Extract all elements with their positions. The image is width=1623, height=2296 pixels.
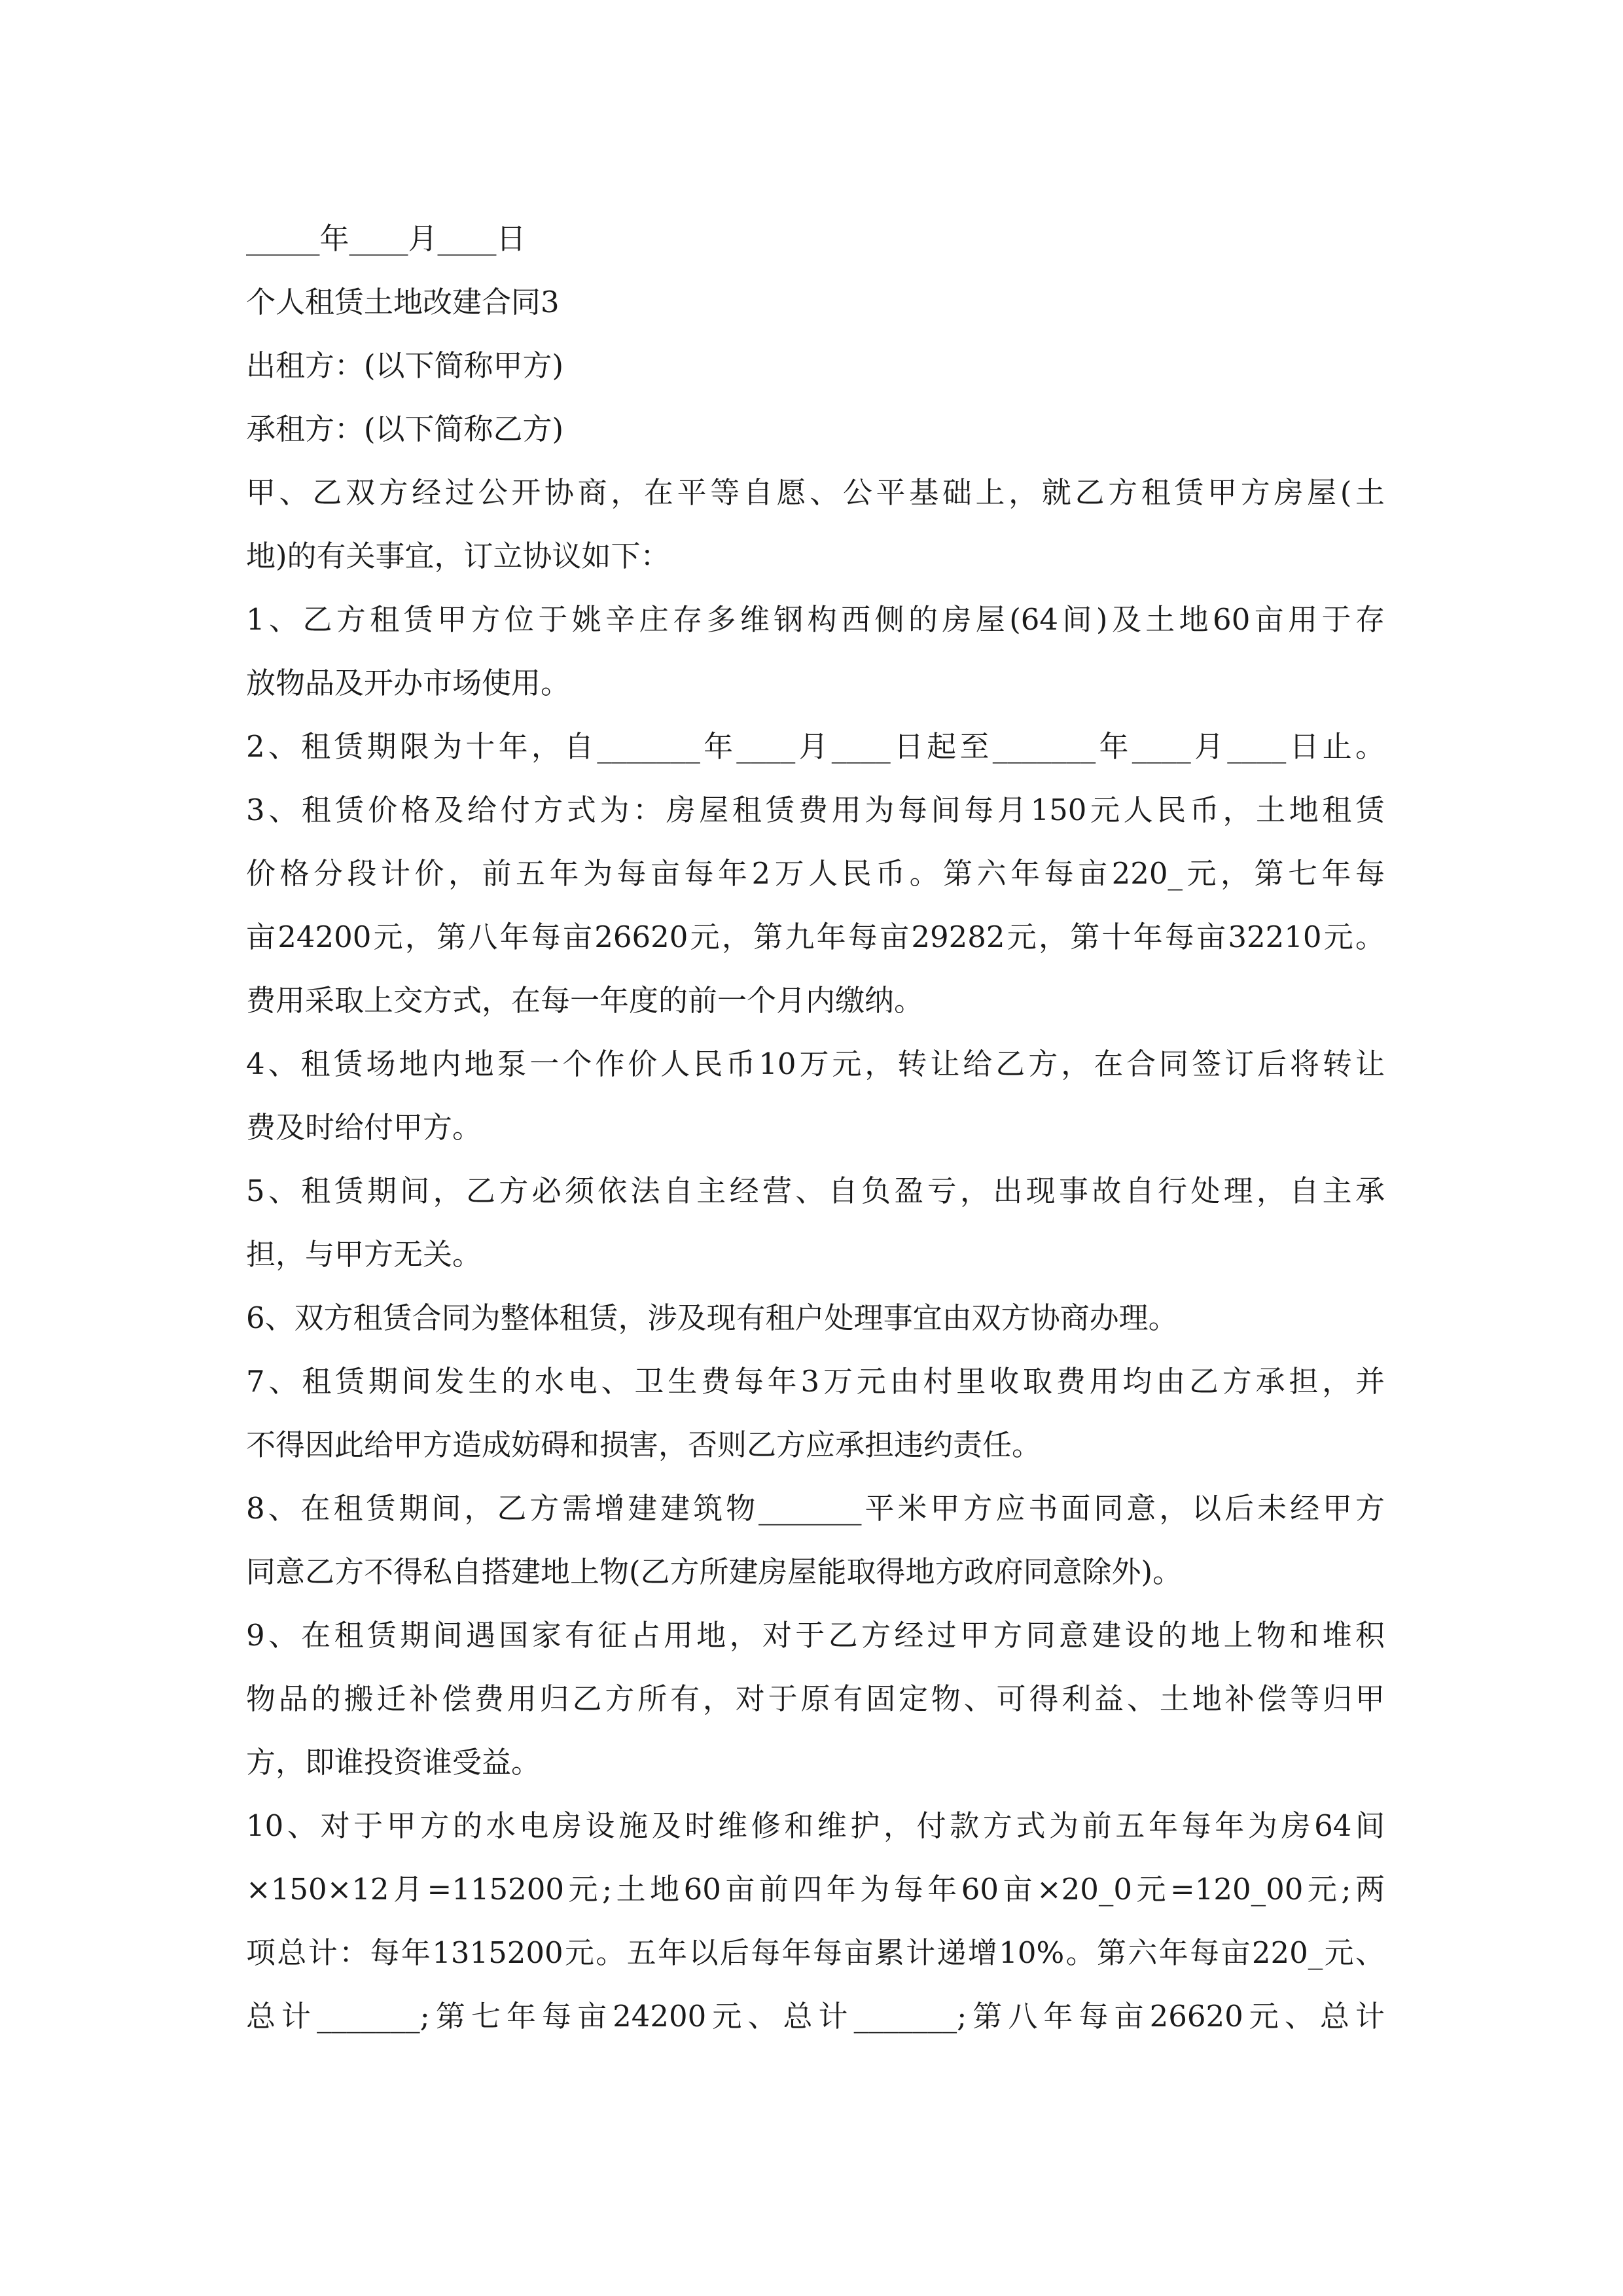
clause-7-line: 7、租赁期间发生的水电、卫生费每年3万元由村里收取费用均由乙方承担，并 [246,1364,1385,1399]
lessee-line: 承租方：(以下简称乙方) [246,412,564,446]
lessor-line: 出租方：(以下简称甲方) [246,348,564,383]
clause-1-line: 放物品及开办市场使用。 [246,666,571,700]
clause-8-line: 8、在租赁期间，乙方需增建建筑物_______平米甲方应书面同意，以后未经甲方 [246,1491,1385,1526]
clause-3-line: 费用采取上交方式，在每一年度的前一个月内缴纳。 [246,983,924,1018]
clause-1-line: 1、乙方租赁甲方位于姚辛庄存多维钢构西侧的房屋(64间)及土地60亩用于存 [246,602,1385,637]
date-line: _____年____月____日 [246,221,526,256]
clause-3-line: 亩24200元，第八年每亩26620元，第九年每亩29282元，第十年每亩32210元。 [246,920,1385,954]
clause-2-line: 2、租赁期限为十年，自_______年____月____日起至_______年____月____日止。 [246,729,1385,764]
clause-8-line: 同意乙方不得私自搭建地上物(乙方所建房屋能取得地方政府同意除外)。 [246,1554,1183,1589]
clause-5-line: 担，与甲方无关。 [246,1237,482,1272]
clause-10-line: 项总计：每年1315200元。五年以后每年每亩累计递增10%。第六年每亩220_元、 [246,1935,1385,1970]
clause-9-line: 方，即谁投资谁受益。 [246,1745,541,1780]
contract-title: 个人租赁土地改建合同3 [246,285,560,319]
clause-6-line: 6、双方租赁合同为整体租赁，涉及现有租户处理事宜由双方协商办理。 [246,1300,1178,1335]
clause-3-line: 价格分段计价，前五年为每亩每年2万人民币。第六年每亩220_元，第七年每 [246,856,1385,891]
preamble-line: 甲、乙双方经过公开协商，在平等自愿、公平基础上，就乙方租赁甲方房屋(土 [246,475,1385,510]
clause-7-line: 不得因此给甲方造成妨碍和损害，否则乙方应承担违约责任。 [246,1427,1042,1462]
clause-4-line: 4、租赁场地内地泵一个作价人民币10万元，转让给乙方，在合同签订后将转让 [246,1047,1385,1081]
clause-5-line: 5、租赁期间，乙方必须依法自主经营、自负盈亏，出现事故自行处理，自主承 [246,1174,1385,1208]
clause-10-line: 总计_______;第七年每亩24200元、总计_______;第八年每亩26620元、总计 [246,1999,1385,2034]
clause-9-line: 9、在租赁期间遇国家有征占用地，对于乙方经过甲方同意建设的地上物和堆积 [246,1618,1385,1653]
clause-10-line: ×150×12月=115200元;土地60亩前四年为每年60亩×20_0元=120_00元;两 [246,1872,1385,1907]
preamble-line: 地)的有关事宜，订立协议如下： [246,539,670,573]
clause-3-line: 3、租赁价格及给付方式为：房屋租赁费用为每间每月150元人民币，土地租赁 [246,793,1385,827]
clause-4-line: 费及时给付甲方。 [246,1110,482,1145]
clause-9-line: 物品的搬迁补偿费用归乙方所有，对于原有固定物、可得利益、土地补偿等归甲 [246,1681,1385,1716]
clause-10-line: 10、对于甲方的水电房设施及时维修和维护，付款方式为前五年每年为房64间 [246,1808,1385,1843]
contract-body [246,207,1385,2048]
